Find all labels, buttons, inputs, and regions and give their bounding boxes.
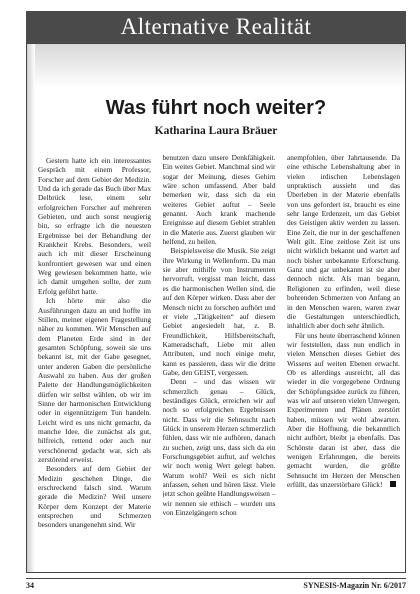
paragraph: Ich hörte mir also die Ausführungen dazu an und hoffte im Stillen, meiner eigenen Fragestellung näher zu kommen. Wir Menschen auf dem Planeten Erde sind in der gesamten Schöpfung, soweit sie uns bekannt ist, mit der Gabe gesegnet, unter anderen Gaben die persönliche Auswahl zu haben. Aus der großen Palette der Handlungsmöglichkeiten dürfen wir selbst wählen, ob wir im Sinne der harmonischen Entwicklung oder in eigennützigem Tun handeln. Leicht wird es uns nicht gemacht, da manche Idee, die zunächst als gut, hilfreich, rettend oder auch nur verschönernd gedacht war, sich als zerstörend erweist.	[38, 296, 151, 464]
paragraph: Gestern hatte ich ein interessantes Gespräch mit einem Professor, Forscher auf dem Gebiet der Medizin. Und da ich gerade das Buch über Max Delbrück lese, einem sehr erfolgreichen Forscher auf mehreren Gebieten, und auch sonst neugierig bin, so erfragte ich die neuesten Ergebnisse bei der Behandlung der Krankheit Krebs. Besonders, weil auch ich mit dieser Erscheinung konfrontiert gewesen war und einen Weg gewiesen bekommen hatte, wie ich damit umgehen sollte, der zum Erfolg geführt hatte.	[38, 156, 151, 296]
text-column-1	[38, 153, 151, 559]
article-author: Katharina Laura Bräuer	[154, 125, 278, 137]
article-body	[38, 153, 400, 559]
article-title: Was führt noch weiter?	[105, 97, 327, 119]
paragraph: benutzen dazu unsere Denkfähigkeit. Ein weites Gebiet. Manchmal sind wir sogar der Meinung, dieses Gehirn wäre schon umfassend. Aber bald bemerken wir, dass sich da ein weiteres Gebiet auftut – Seele genannt. Auch krank machende Ereignisse auf diesem Gebiet strahlen in die Materie aus. Zuerst glauben wir helfend, zu heilen.	[162, 153, 276, 247]
paragraph-text: Für uns heute überraschend können wir feststellen, dass nun endlich in vielen Menschen dieses Gebiet des Wissens auf weiten Ebenen erwacht. Ob es allerdings ausreicht, all das wieder in die vorgegebene Ordnung der Schöpfungsidee zurück zu führen, was wir auf unseren vielen Umwegen, Experimenten und Plänen zerstört haben, müssen wir wohl abwarten. Aber die Hoffnung, die bekanntlich nicht aufhört, bleibt ja ebenfalls. Das Schönste daran ist aber, dass die wenigen Erfahrungen, die bereits gemacht wurden, die größte Sehnsucht im Herzen der Menschen erfüllt, das unzerstörbare Glück!	[287, 330, 400, 490]
end-of-article-mark	[390, 481, 396, 487]
paragraph: anempfohlen, über Jahrtausende. Da eine ethische Lebenshaltung aber in vielen irdischen Lebenslagen unpraktisch aussieht und das Überleben in der Materie ebenfalls von uns gefordert ist, braucht es eine sehr lange Erdenzeit, um das Gebiet des Geistigen aktiv werden zu lassen. Eine Zeit, die nur in der geschaffenen Welt gilt. Eine zeitlose Zeit ist uns nicht wirklich bekannt und wartet auf noch bisher unbekannte Erforschung. Ganz und gar unbekannt ist sie aber dennoch nicht. Als man begann, Religionen zu erfinden, weil diese bohrenden Schmerzen von Anfang an in den Menschen waren, waren zwar die Gestaltungen unterschiedlich, inhaltlich aber doch sehr ähnlich.	[287, 153, 400, 331]
paragraph-last	[287, 331, 400, 490]
section-title: Alternative Realität	[120, 14, 312, 39]
text-column-3	[287, 153, 400, 559]
paragraph: Besonders auf dem Gebiet der Medizin geschehen Dinge, die erschreckend falsch sind. Warum gerade die Medizin? Weil unsere Körper dem Konzept der Materie entsprechen und Schmerzen besonders unangenehm sind. Wir	[38, 464, 151, 530]
text-column-2	[163, 153, 276, 559]
magazine-issue: SYNESIS-Magazin Nr. 6/2017	[303, 581, 406, 590]
paragraph: Beispielsweise die Musik. Sie zeigt ihre Wirkung in Wellenform. Da man sie aber mithilfe von Instrumenten hervorruft, vergisst man leicht, dass es die harmonischen Wellen sind, die auf den Körper wirken. Dass aber der Mensch nicht zu forschen aufhört und er viele „Tätigkeiten“ auf diesem Gebiet angesiedelt hat, z. B. Freundlichkeit, Hilfsbereitschaft, Kameradschaft, Liebe mit allen Attributen, und noch einige mehr, kann es passieren, dass wir die dritte Gabe, den GEIST, vergessen.	[162, 246, 276, 377]
section-header	[26, 11, 406, 43]
footer-rule	[26, 578, 406, 579]
page-number: 34	[26, 581, 34, 590]
paragraph: Denn – und das wissen wir schmerzlich genau – Glück, beständiges Glück, erreichen wir auf noch so erfolgreichen Ergebnissen nicht. Dass wir die Sehnsucht nach Glück in unserem Herzen schmerzlich fühlen, dass wir nie aufhören, danach zu suchen, zeigt uns, dass sich da ein Forschungsgebiet auftut, auf welches wir noch wenig Wert gelegt haben. Warum wohl? Weil es sich nicht anfassen, sehen und hören lässt. Viele jetzt schon geübte Handlungsweisen – wir nennen sie ethisch – wurden uns von Einzelgängern schon	[162, 377, 276, 518]
